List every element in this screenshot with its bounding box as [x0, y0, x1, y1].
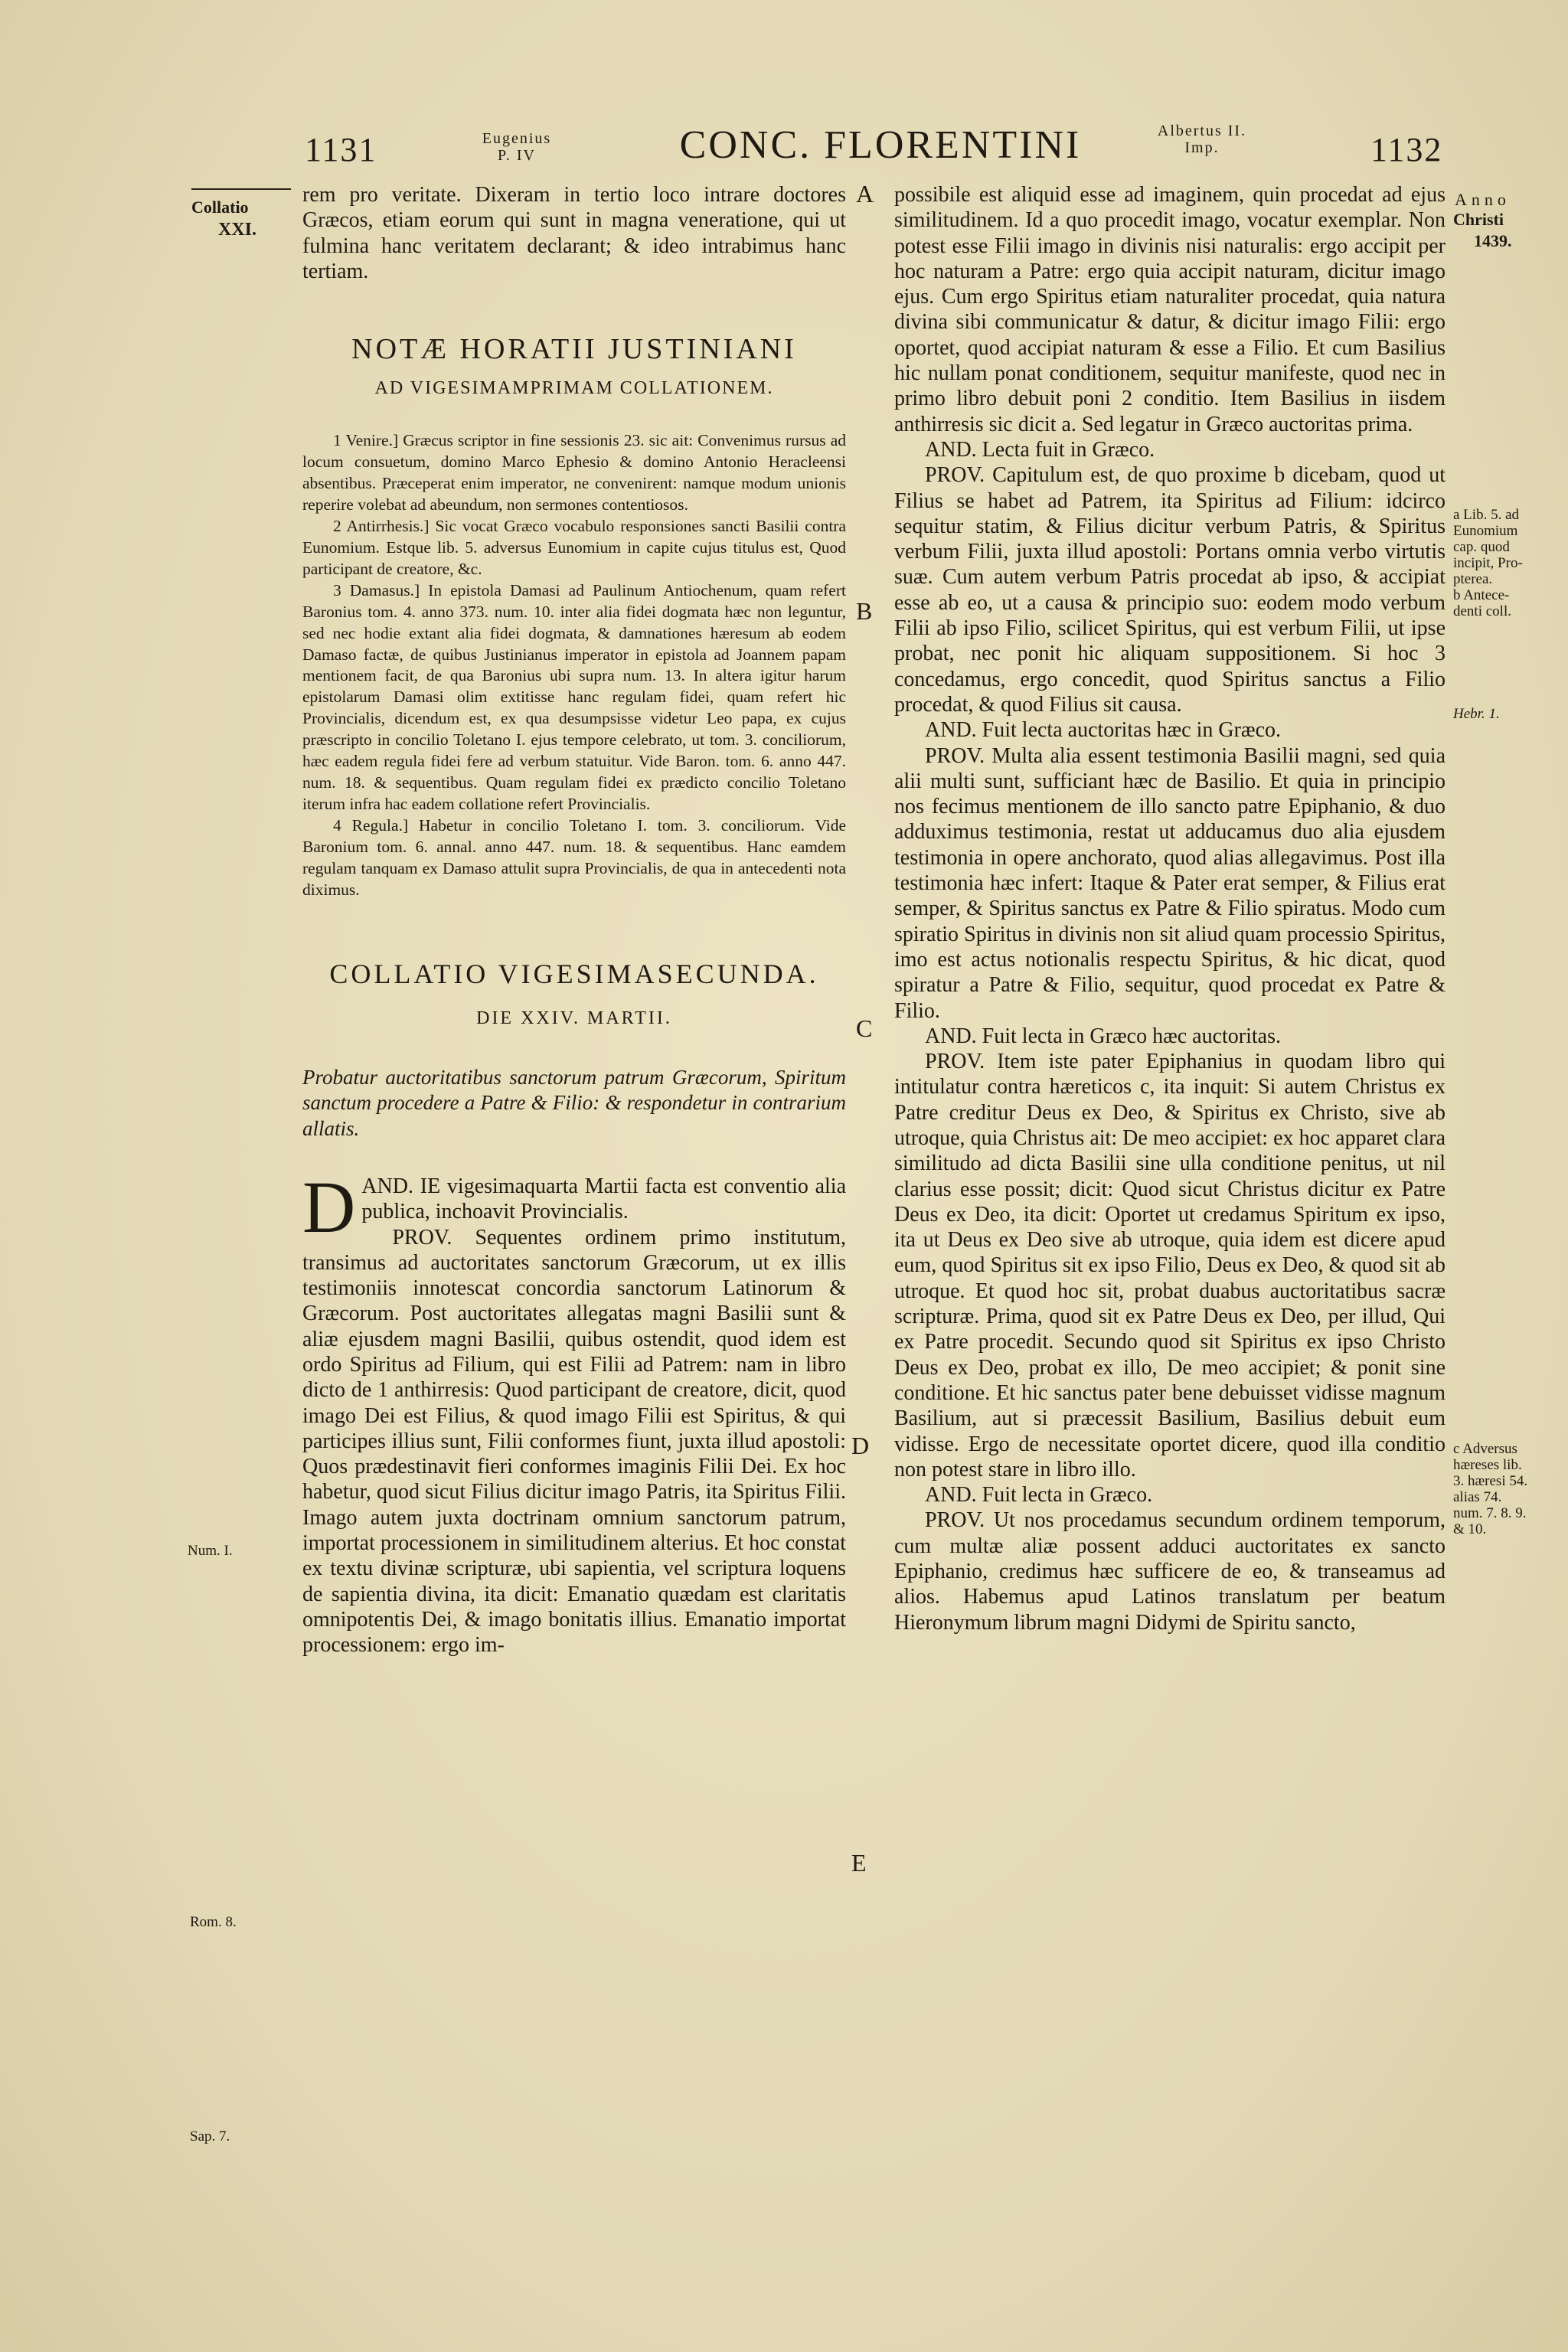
notes-block: [302, 430, 846, 900]
margin-collatio: Collatio: [191, 198, 249, 217]
margin-hebr: Hebr. 1.: [1453, 706, 1500, 722]
section-letter-d: D: [851, 1432, 870, 1459]
collatio-date: DIE XXIV. MARTII.: [476, 1008, 672, 1028]
margin-note-c: [1453, 1441, 1527, 1537]
margin-note-b-1: b Antece-: [1453, 587, 1510, 603]
left-column: [302, 182, 846, 1658]
note-4: 4 Regula.] Habetur in concilio Toletano I. tom. 3. conciliorum. Vide Baronium tom. 6. annal. anno 447. num. 18. & sequentibus. Hanc eamdem regulam tanquam ex Damaso attulit supra Provincialis, de qua in antecedenti nota diximus.: [302, 815, 846, 899]
right-column: [894, 182, 1446, 1635]
and-line-2: AND. Fuit lecta auctoritas hæc in Græco.: [925, 718, 1282, 743]
margin-note-c-3: 3. hæresi 54.: [1453, 1473, 1528, 1489]
right-tag-line2: Imp.: [1184, 139, 1220, 156]
margin-note-a-5: pterea.: [1453, 571, 1493, 587]
left-opening-paragraph: rem pro veritate. Dixeram in tertio loco intrare doctores Græcos, etiam eorum qui sunt in magna veneratione, qui ut fulmina hanc veritatem declarant; & ideo intrabimus hanc tertiam.: [302, 183, 846, 283]
section-letter-c: C: [856, 1014, 873, 1042]
margin-num: Num. I.: [188, 1543, 233, 1559]
right-header-tag: [1125, 122, 1279, 156]
margin-christi: Christi: [1453, 210, 1504, 229]
margin-anno: Anno: [1455, 190, 1511, 209]
drop-cap: D: [302, 1165, 356, 1248]
margin-note-a-4: incipit, Pro-: [1453, 555, 1523, 571]
right-page-number: 1132: [1370, 131, 1443, 168]
margin-note-a-3: cap. quod: [1453, 539, 1510, 555]
margin-note-a: [1453, 507, 1523, 619]
left-page-number: 1131: [305, 131, 377, 168]
section-letter-a: A: [856, 180, 874, 207]
margin-note-a-2: Eunomium: [1453, 523, 1518, 539]
margin-rule: [191, 188, 291, 190]
note-1: 1 Venire.] Græcus scriptor in fine sessionis 23. sic ait: Convenimus rursus ad locum consuetum, domino Marco Ephesio & domino Antonio Heracleensi absentibus. Præceperat enim imperator, ne convenirent: namque modum unionis reperire volebat ad abeundum, non sermones contentiosos.: [302, 431, 846, 514]
left-header-tag: [459, 130, 574, 164]
margin-sap: Sap. 7.: [190, 2128, 230, 2145]
and-line-1: AND. Lecta fuit in Græco.: [925, 437, 1155, 462]
and-text: IE vigesimaquarta Martii facta est conventio alia publica, inchoavit Provincialis.: [361, 1174, 847, 1224]
opening-paragraph: [302, 1165, 847, 1248]
margin-note-c-4: alias 74.: [1453, 1489, 1502, 1505]
margin-note-c-5: num. 7. 8. 9.: [1453, 1505, 1527, 1521]
section-letter-e: E: [851, 1849, 867, 1877]
collatio-title: COLLATIO VIGESIMASECUNDA.: [329, 959, 819, 990]
note-2: 2 Antirrhesis.] Sic vocat Græco vocabulo responsiones sancti Basilii contra Eunomium. Estque lib. 5. adversus Eunomium in capite cujus titulus est, Quod participant de creatore, &c.: [302, 517, 846, 578]
margin-year: 1439.: [1474, 231, 1512, 250]
right-tag-line1: Albertus II.: [1157, 122, 1247, 139]
prov-paragraph-3: PROV. Item iste pater Epiphanius in quodam libro qui intitulatur contra hæreticos c, ita inquit: Si autem Christus ex Patre creditur Deus ex Deo, & Spiritus ex Christo, sive ab utroque, quia Christus ait: De meo accipiet: ex hoc apparet clara similitudo ad dicta Basilii sine ulla conditione penitus, ut nil clarius esse possit; dicit: Quod sicut Christus dicitur ex Patre Deus ex Deo, ita dicit: Oportet ut credamus Spiritum ex ipso, ita ut Deus ex Deo sive ab utroque, quia idem est dicere apud eum, quod Spiritus sit ex ipso Filio, Deus ex Deo, & quod sit ab utroque. Et quod hoc sit, probat duabus auctoritatibus sacræ scripturæ. Prima, quod sit ex Patre Deus ex Deo, per illud, Qui ex Patre procedit. Secundo quod sit Spiritus ex ipso Christo Deus ex Deo, probat ex illo, De meo accipiet; & ponit sine conditione. Et hic sanctus pater bene debuisset vidisse magnum Basilium, aut si præcessit Basilium, Basilius debuit eum vidisse. Ergo de necessitate oportet dicere, quod illa conditio non potest stare in libro illo.: [894, 1050, 1446, 1481]
margin-note-c-6: & 10.: [1453, 1521, 1487, 1537]
prov-paragraph: PROV. Sequentes ordinem primo institutum, transimus ad auctoritates sanctorum Græcorum, ut ex illis testimoniis innotescat concordia sanctorum Latinorum & Græcorum. Post auctoritates allegatas magni Basilii sunt & aliæ ejusdem magni Basilii, quibus ostendit, quod idem est ordo Spiritus ad Filium, qui est Filii ad Patrem: nam in libro dicto de 1 anthirresis: Quod participant de creatore, dicit, quod imago Dei est Filius, & quod imago Filii est Spiritus, & qui participes illius sunt, Filii conformes fiunt, juxta illud apostoli: Quos prædestinavit fieri conformes imaginis Filii Dei. Ex hoc habetur, quod sicut Filius dicitur imago Patris, ita Spiritus Filii. Imago autem juxta doctrinam omnium sanctorum patrum, importat processionem in similitudinem alterius. Et hoc constat ex textu divinæ scripturæ, ubi sapientia, vel scriptura loquens de sapientia divina, ita dicit: Emanatio quædam est claritatis omnipotentis Dei, & imago bonitatis illius. Emanatio importat processionem: ergo im-: [302, 1225, 846, 1658]
running-title: CONC. FLORENTINI: [679, 123, 1082, 167]
right-opening-paragraph: possibile est aliquid esse ad imaginem, quin procedat ad ejus similitudinem. Id a quo procedit imago, vocatur exemplar. Non potest esse Filii imago in divinis nisi naturalis: ergo accipit per hoc naturam a Patre: ergo quia accipit naturam, dicitur imago ejus. Cum ergo Spiritus etiam naturaliter procedat, quia natura divina sibi communicatur & datur, & dicitur imago Filii: ergo oportet, quod accipiat naturam & esse a Filio. Et cum Basilius hic nullam ponat conditionem, sequitur manifeste, quod nec in primo libro debuit poni 2 conditio. Item Basilius in iisdem anthirresis sic dicit a. Sed legatur in Græco auctoritas prima.: [894, 183, 1446, 436]
section-letter-b: B: [856, 597, 873, 625]
prov-paragraph-2: PROV. Multa alia essent testimonia Basilii magni, sed quia alii multi sunt, sufficiant hæc de Basilio. Et quia in principio nos fecimus mentionem de illo sancto patre Epiphanio, & duo adduximus testimonia, restat ut adducamus duo alia ejusdem testimonia in opere anchorato, quod alias allegavimus. Post illa testimonia hæc infert: Itaque & Pater erat semper, & Filius erat semper, & Spiritus sanctus ex Patre & Filio spiratus. Modo cum spiratio Spiritus in divinis non sit aliud quam processio Spiritus, imo est actus notionalis respectu Spiritus, & hic dicat, quod spiratur a Patre & Filio, sequitur, quod procedat ex Patre & Filio.: [894, 743, 1446, 1023]
note-3: 3 Damasus.] In epistola Damasi ad Paulinum Antiochenum, quam refert Baronius tom. 4. anno 373. num. 10. inter alia fidei dogmata hæc non leguntur, sed nec hodie extant alia fidei dogmata, & damnationes hæresum ab eodem Damaso factæ, de quibus Justinianus imperator in epistola ad Joannem papam mentionem facit, de qua Baronius ubi supra num. 13. In altera igitur harum epistolarum Damasi olim extitisse hanc regulam fidei, quam refert hic Provincialis, dicendum est, ex qua desumpsisse videtur Leo papa, ex cujus præscripto in concilio Toletano I. ejus tempore celebrato, ut tom. 3. conciliorum, hæc eadem regula fidei fere ad verbum statuitur. Vide Baron. tom. 6. anno 447. num. 18. & sequentibus. Quam regulam fidei ex prædicto concilio Toletano iterum infra hac eadem collatione refert Provincialis.: [302, 580, 846, 813]
collatio-summary: Probatur auctoritatibus sanctorum patrum Græcorum, Spiritum sanctum procedere a Patre & Filio: & respondetur in contrarium allatis.: [302, 1066, 846, 1140]
left-tag-line2: P. IV: [497, 147, 536, 164]
margin-collatio-number: XXI.: [218, 220, 257, 240]
margin-rom: Rom. 8.: [190, 1914, 237, 1930]
and-line-4: AND. Fuit lecta in Græco.: [925, 1483, 1153, 1508]
margin-note-a-1: a Lib. 5. ad: [1453, 507, 1520, 523]
left-tag-line1: Eugenius: [482, 130, 552, 147]
prov-paragraph-1: PROV. Capitulum est, de quo proxime b dicebam, quod ut Filius se habet ad Patrem, ita Spiritus ad Filium: idcirco sequitur statim, & Filius dicitur verbum Patris, & Spiritus verbum Filii, juxta illud apostoli: Portans omnia verbo virtutis suæ. Cum autem verbum Patris procedat ab ipso, & accipiat esse ab eo, ut a causa & principio suo: eodem modo verbum Filii ab ipso Filio, scilicet Spiritus, qui est verbum Filii, ut ipse probat, nec ponit hic aliquam suppositionem. Si hoc 3 concedamus, ergo concedit, quod Spiritus sanctus a Filio procedat, & quod Filius sit causa.: [894, 463, 1446, 717]
margin-note-b-2: denti coll.: [1453, 603, 1511, 619]
margin-note-c-2: hæreses lib.: [1453, 1457, 1522, 1473]
notes-title: NOTÆ HORATII JUSTINIANI: [351, 333, 797, 366]
prov-paragraph-4: PROV. Ut nos procedamus secundum ordinem temporum, cum multæ aliæ possent adduci auctoritates ex sancto Epiphanio, credimus hæc sufficere de eo, & transeamus ad alios. Habemus apud Latinos translatum per beatum Hieronymum librum magni Didymi de Spiritu sancto,: [894, 1508, 1446, 1635]
notes-subtitle: AD VIGESIMAMPRIMAM COLLATIONEM.: [374, 378, 774, 399]
and-label: AND.: [361, 1174, 413, 1198]
margin-note-c-1: c Adversus: [1453, 1441, 1517, 1457]
and-line-3: AND. Fuit lecta in Græco hæc auctoritas.: [925, 1024, 1282, 1048]
